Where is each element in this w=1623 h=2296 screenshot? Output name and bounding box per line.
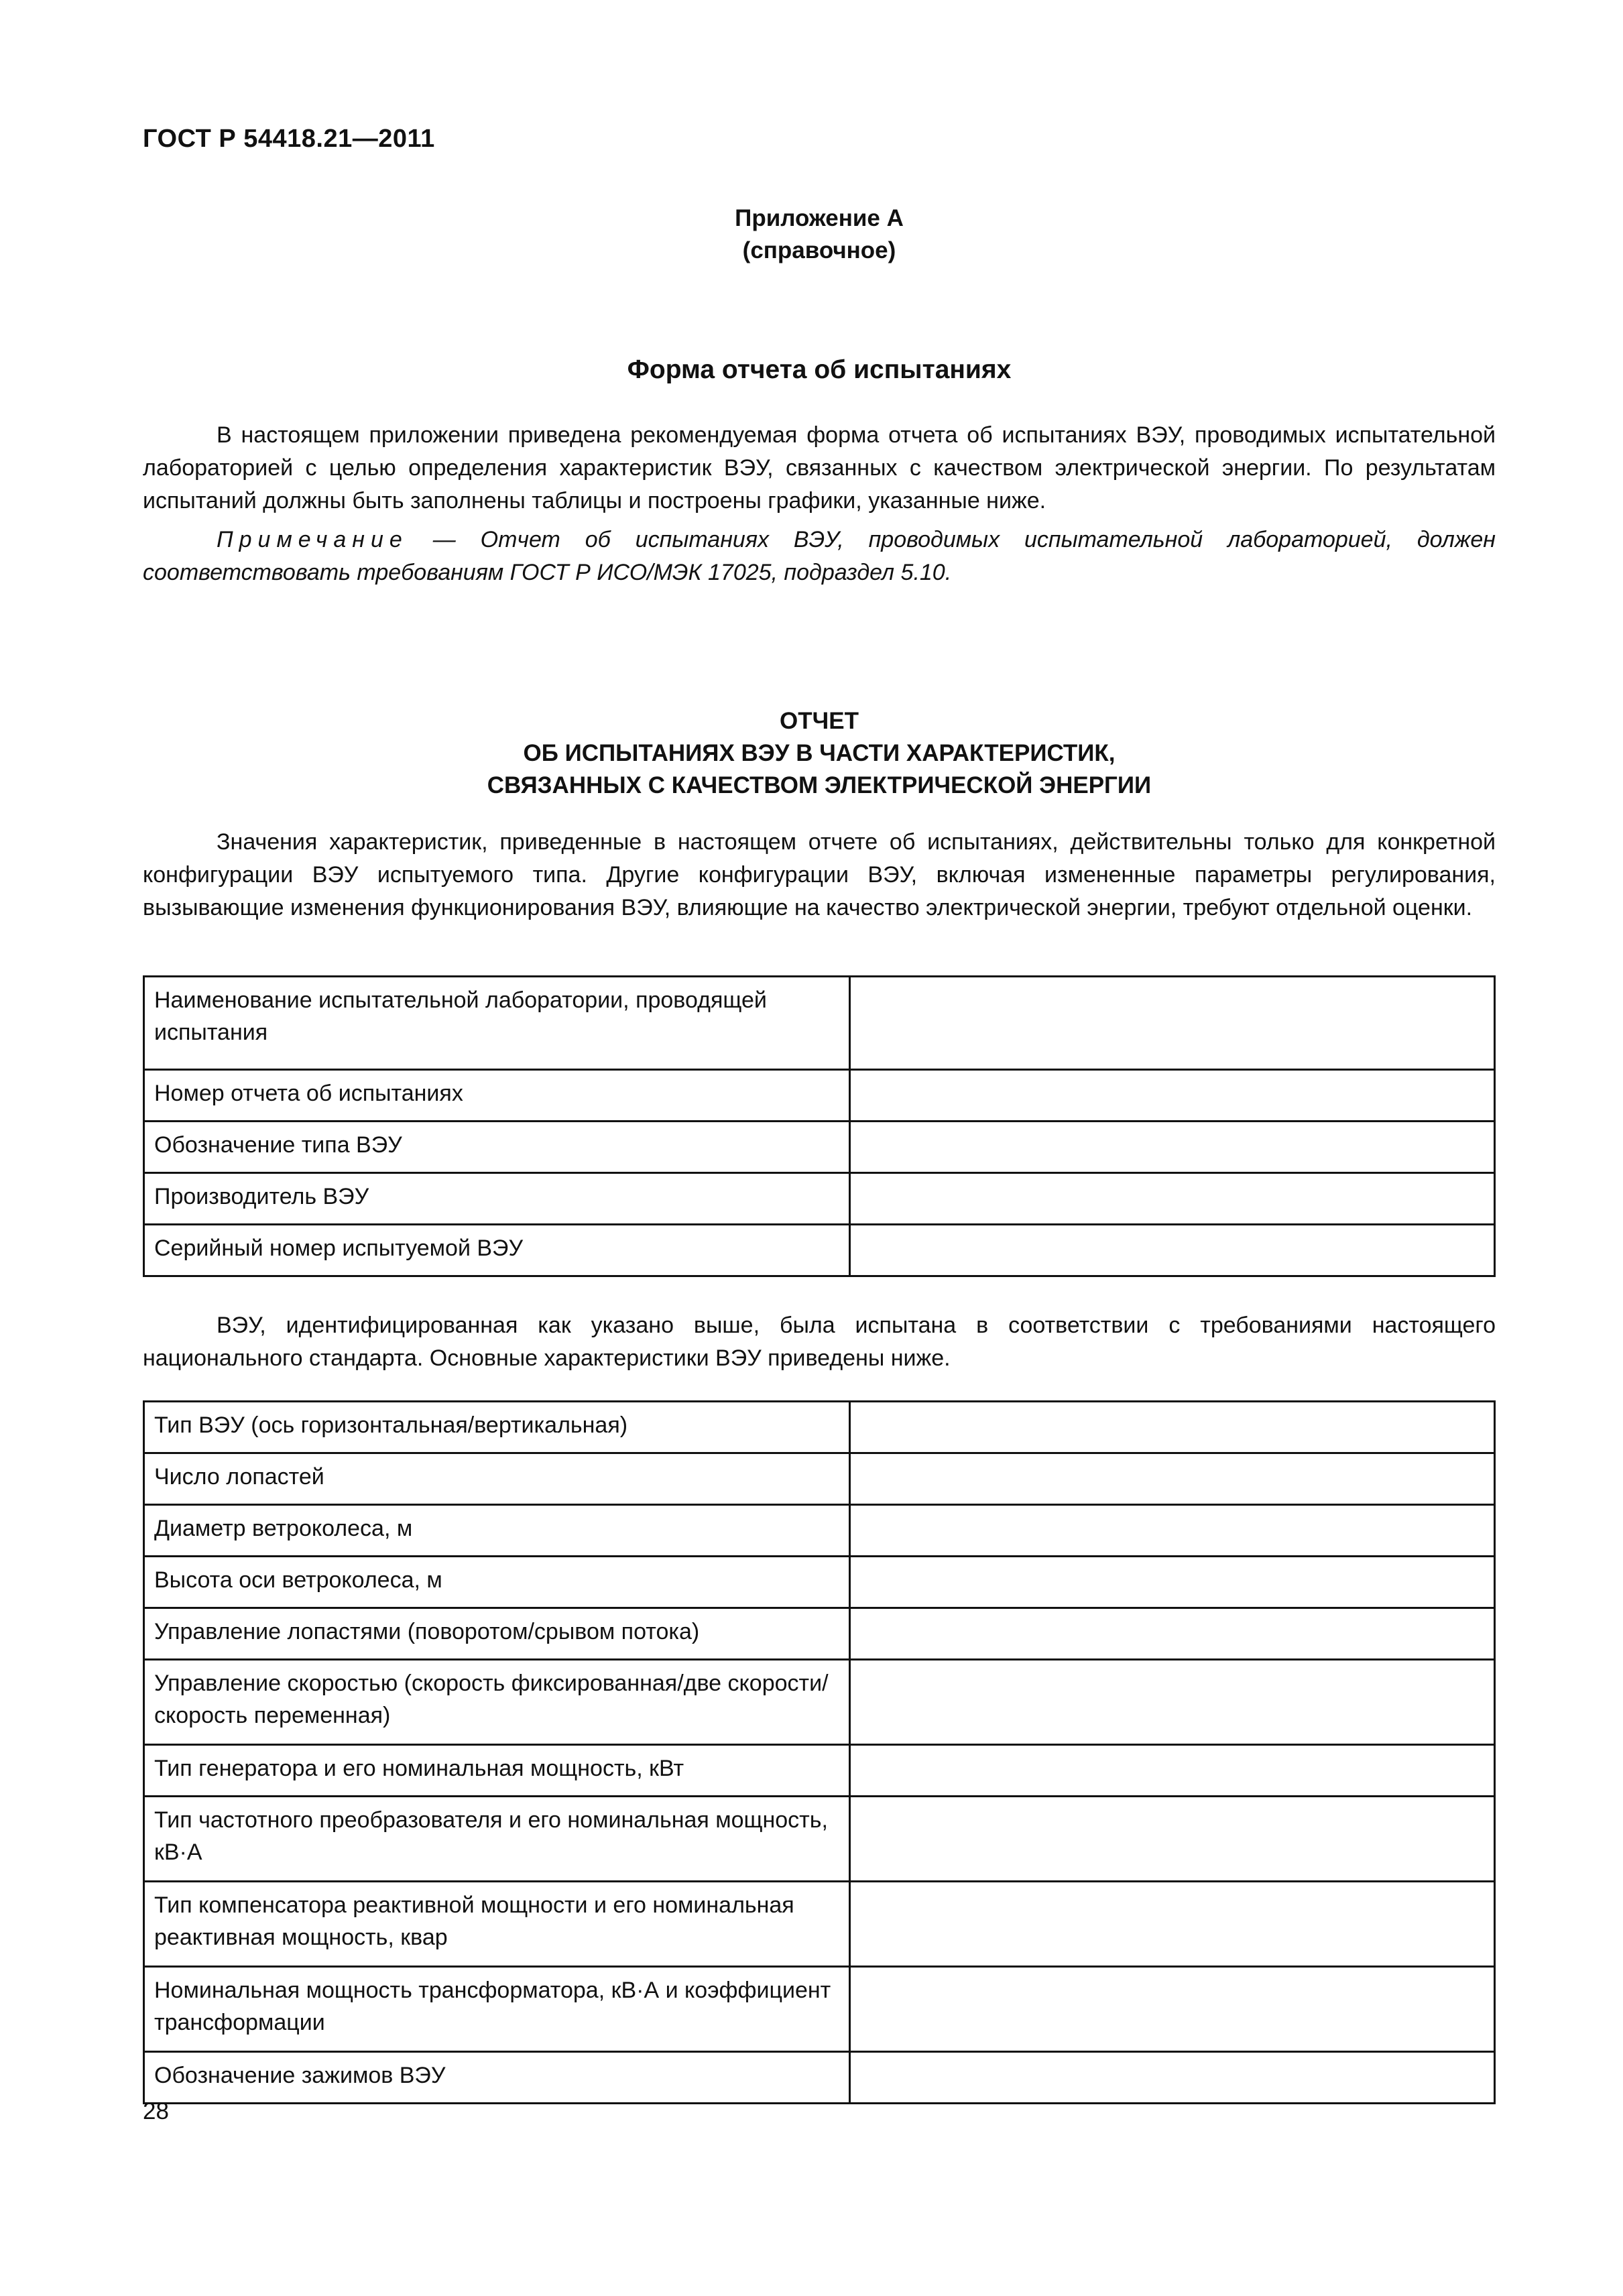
table-cell-label: Управление лопастями (поворотом/срывом потока) [144, 1608, 850, 1660]
table-row [144, 1505, 1495, 1557]
table-row [144, 1453, 1495, 1505]
table-row [144, 1745, 1495, 1797]
table-row [144, 1882, 1495, 1967]
table-row [144, 1225, 1495, 1276]
table-cell-value[interactable] [850, 977, 1495, 1070]
table-cell-label: Тип ВЭУ (ось горизонтальная/вертикальная) [144, 1402, 850, 1453]
table-cell-label: Наименование испытательной лаборатории, проводящей испытания [144, 977, 850, 1070]
table-cell-label: Серийный номер испытуемой ВЭУ [144, 1225, 850, 1276]
table-row [144, 1122, 1495, 1173]
intro-paragraph [143, 419, 1496, 518]
table-row [144, 1070, 1495, 1122]
table-cell-value[interactable] [850, 1797, 1495, 1882]
table-row [144, 2052, 1495, 2104]
validity-paragraph-text: Значения характеристик, приведенные в настоящем отчете об испытаниях, действительны только для конкретной конфигурации ВЭУ испытуемого типа. Другие конфигурации ВЭУ, включая измененные параметры регулирования, вызывающие изменения функционирования ВЭУ, влияющие на качество электрической энергии, требуют отдельной оценки. [143, 829, 1496, 920]
table-cell-value[interactable] [850, 1453, 1495, 1505]
table-cell-label: Обозначение типа ВЭУ [144, 1122, 850, 1173]
table-cell-value[interactable] [850, 1745, 1495, 1797]
appendix-type: (справочное) [742, 237, 896, 263]
lab-info-table [143, 975, 1496, 1277]
table-cell-value[interactable] [850, 1557, 1495, 1608]
note-paragraph [143, 524, 1496, 589]
table-cell-value[interactable] [850, 1173, 1495, 1225]
table-row [144, 977, 1495, 1070]
appendix-heading [143, 202, 1496, 267]
validity-paragraph [143, 826, 1496, 924]
table-cell-value[interactable] [850, 1967, 1495, 2052]
table-cell-label: Диаметр ветроколеса, м [144, 1505, 850, 1557]
table-row [144, 1402, 1495, 1453]
table-row [144, 1608, 1495, 1660]
table-cell-label: Тип частотного преобразователя и его номинальная мощность, кВ·А [144, 1797, 850, 1882]
note-label: Примечание [217, 527, 408, 552]
table-cell-label: Число лопастей [144, 1453, 850, 1505]
table-cell-value[interactable] [850, 1225, 1495, 1276]
table-row [144, 1660, 1495, 1745]
page-number: 28 [143, 2098, 169, 2124]
table-row [144, 1967, 1495, 2052]
table-cell-value[interactable] [850, 1505, 1495, 1557]
table-cell-label: Тип генератора и его номинальная мощность, кВт [144, 1745, 850, 1797]
appendix-label: Приложение А [735, 205, 904, 231]
identified-paragraph-text: ВЭУ, идентифицированная как указано выше, была испытана в соответствии с требованиями настоящего национального стандарта. Основные характеристики ВЭУ приведены ниже. [143, 1313, 1496, 1371]
table-cell-label: Номинальная мощность трансформатора, кВ·А и коэффициент трансформации [144, 1967, 850, 2052]
report-title [143, 705, 1496, 802]
table-cell-label: Производитель ВЭУ [144, 1173, 850, 1225]
table-cell-value[interactable] [850, 1402, 1495, 1453]
table-row [144, 1797, 1495, 1882]
table-cell-value[interactable] [850, 1070, 1495, 1122]
table-cell-value[interactable] [850, 1122, 1495, 1173]
identified-paragraph [143, 1309, 1496, 1375]
table-cell-label: Высота оси ветроколеса, м [144, 1557, 850, 1608]
table-cell-value[interactable] [850, 2052, 1495, 2104]
table-cell-label: Тип компенсатора реактивной мощности и его номинальная реактивная мощность, квар [144, 1882, 850, 1967]
note-text: — Отчет об испытаниях ВЭУ, проводимых испытательной лабораторией, должен соответствовать требованиям ГОСТ Р ИСО/МЭК 17025, подраздел 5.10. [143, 527, 1496, 585]
table-cell-value[interactable] [850, 1882, 1495, 1967]
document-code-header: ГОСТ Р 54418.21—2011 [143, 125, 435, 153]
table-cell-value[interactable] [850, 1660, 1495, 1745]
table-cell-label: Номер отчета об испытаниях [144, 1070, 850, 1122]
intro-paragraph-text: В настоящем приложении приведена рекомендуемая форма отчета об испытаниях ВЭУ, проводимых испытательной лабораторией с целью определения характеристик ВЭУ, связанных с качеством электрической энергии. По результатам испытаний должны быть заполнены таблицы и построены графики, указанные ниже. [143, 422, 1496, 513]
table-cell-label: Обозначение зажимов ВЭУ [144, 2052, 850, 2104]
report-title-line-2: ОБ ИСПЫТАНИЯХ ВЭУ В ЧАСТИ ХАРАКТЕРИСТИК, [523, 740, 1116, 766]
table-row [144, 1173, 1495, 1225]
form-title: Форма отчета об испытаниях [627, 355, 1012, 384]
table-cell-value[interactable] [850, 1608, 1495, 1660]
report-title-line-3: СВЯЗАННЫХ С КАЧЕСТВОМ ЭЛЕКТРИЧЕСКОЙ ЭНЕРГИИ [487, 772, 1152, 798]
table-row [144, 1557, 1495, 1608]
report-title-line-1: ОТЧЕТ [780, 708, 859, 734]
turbine-characteristics-table [143, 1400, 1496, 2104]
table-cell-label: Управление скоростью (скорость фиксированная/две скорости/ скорость переменная) [144, 1660, 850, 1745]
